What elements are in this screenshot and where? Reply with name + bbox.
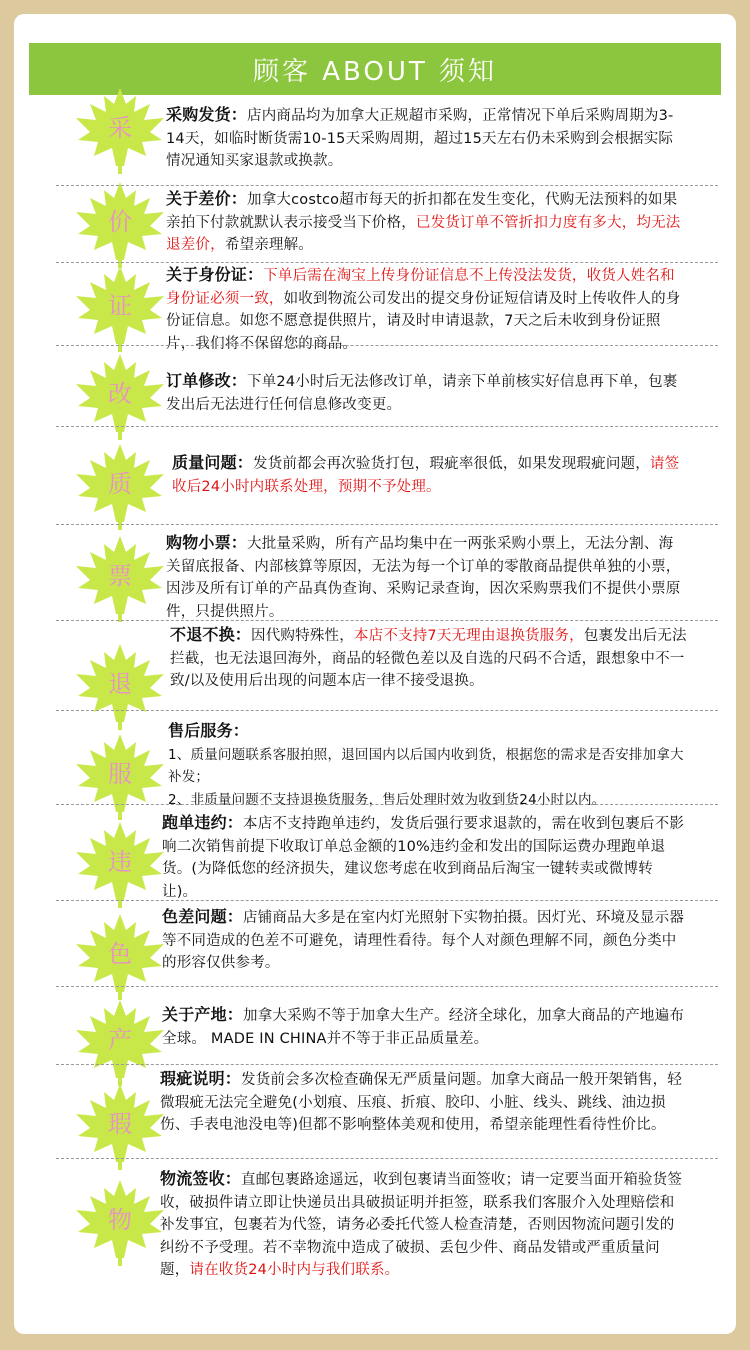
notice-item-text — [160, 1168, 688, 1282]
notice-body: 下单24小时后无法修改订单，请亲下单前核实好信息再下单，包裹发出后无法进行任何信息修改变更。 — [166, 374, 678, 413]
leaf-character: 质 — [108, 470, 132, 498]
leaf-character: 采 — [108, 114, 132, 142]
banner-title: 顾客 ABOUT 须知 — [29, 43, 721, 95]
notice-item-text — [166, 188, 686, 257]
leaf-character: 退 — [108, 670, 132, 698]
notice-item-text — [166, 264, 686, 355]
maple-leaf-icon — [70, 350, 170, 442]
notice-body: 1、质量问题联系客服拍照，退回国内以后国内收到货，根据您的需求是否安排加拿大补发； — [168, 746, 684, 785]
dashed-divider — [56, 804, 718, 805]
notice-item-text — [162, 906, 688, 975]
leaf-character: 违 — [108, 848, 132, 876]
notice-highlight: 下单后需在淘宝上传身份证信息不上传没法发货，收货人姓名和身份证必须一致， — [166, 268, 675, 307]
leaf-character: 证 — [108, 292, 132, 320]
dashed-divider — [56, 345, 718, 346]
maple-leaf-icon — [70, 532, 170, 624]
notice-item-text — [172, 452, 686, 498]
maple-leaf-icon — [70, 640, 170, 732]
maple-leaf-icon — [70, 84, 170, 176]
leaf-character: 服 — [108, 760, 132, 788]
notice-highlight: 请在收货24小时内与我们联系。 — [189, 1262, 400, 1278]
notice-body: 2、非质量问题不支持退换货服务，售后处理时效为收到货24小时以内。 — [168, 791, 606, 808]
dashed-divider — [56, 426, 718, 427]
notice-item-text — [166, 370, 686, 416]
maple-leaf-icon — [70, 910, 170, 1002]
notice-highlight: 已发货订单不管折扣力度有多大，均无法退差价， — [166, 214, 681, 253]
maple-leaf-icon — [70, 440, 170, 532]
notice-body: 如收到物流公司发出的提交身份证短信请及时上传收件人的身份证信息。如您不愿意提供照片，请及时申请退款，7天之后未收到身份证照片，我们将不保留您的商品。 — [166, 290, 681, 352]
maple-leaf-icon — [70, 996, 170, 1088]
leaf-character: 票 — [108, 562, 132, 590]
notice-item-title: 关于产地： — [162, 1005, 244, 1024]
notice-item-title: 关于身份证： — [166, 265, 264, 284]
notice-item-text — [166, 532, 686, 623]
notice-body: 希望亲理解。 — [224, 237, 314, 253]
notice-body: 本店不支持跑单违约，发货后强行要求退款的，需在收到包裹后不影响二次销售前提下收取订单总金额的10%违约金和发出的国际运费办理跑单退货。(为降低您的经济损失，建议您考虑在收到商品后淘宝一键转卖或微博转让)。 — [162, 816, 685, 900]
maple-leaf-icon — [70, 730, 170, 822]
maple-leaf-icon — [70, 262, 170, 354]
notice-body: 店铺商品大多是在室内灯光照射下实物拍摄。因灯光、环境及显示器等不同造成的色差不可避免，请理性看待。每个人对颜色理解不同，颜色分类中的形容仅供参考。 — [162, 910, 685, 971]
notice-item-title: 不退不换： — [170, 625, 252, 644]
notice-item-text — [166, 104, 686, 173]
dashed-divider — [56, 620, 718, 621]
notice-item-text — [168, 720, 688, 811]
notice-body: 包裹发出后无法拦截，也无法退回海外，商品的轻微色差以及自选的尺码不合适，跟想象中不一致/以及使用后出现的问题本店一律不接受退换。 — [170, 628, 687, 689]
notice-item-text — [160, 1068, 688, 1137]
notice-highlight: 请签收后24小时内联系处理，预期不予处理。 — [172, 456, 680, 495]
leaf-character: 价 — [108, 208, 132, 236]
notice-item-text — [162, 812, 688, 903]
notice-body: 加拿大采购不等于加拿大生产。经济全球化，加拿大商品的产地遍布全球。 MADE IN CHINA并不等于非正品质量差。 — [162, 1008, 685, 1047]
notice-item-title: 物流签收： — [160, 1169, 242, 1188]
notice-body: 发货前都会再次验货打包，瑕疵率很低，如果发现瑕疵问题， — [253, 456, 650, 472]
notice-item-title: 采购发货： — [166, 105, 248, 124]
notice-body: 店内商品均为加拿大正规超市采购，正常情况下单后采购周期为3-14天，如临时断货需10-15天采购周期，超过15天左右仍未采购到会根据实际情况通知买家退款或换款。 — [166, 108, 674, 169]
notice-item-title: 售后服务： — [168, 721, 250, 740]
dashed-divider — [56, 1158, 718, 1159]
notice-item-title: 质量问题： — [172, 453, 254, 472]
notice-item-title: 色差问题： — [162, 907, 244, 926]
notice-item-title: 购物小票： — [166, 533, 248, 552]
leaf-character: 色 — [108, 940, 132, 968]
notice-item-text — [162, 1004, 688, 1050]
leaf-character: 产 — [108, 1026, 132, 1054]
notice-item-title: 订单修改： — [166, 371, 248, 390]
notice-body: 加拿大costco超市每天的折扣都在发生变化，代购无法预料的如果亲拍下付款就默认表示接受当下价格， — [166, 192, 678, 231]
notice-highlight: 本店不支持7天无理由退换货服务， — [353, 628, 584, 644]
dashed-divider — [56, 524, 718, 525]
dashed-divider — [56, 986, 718, 987]
notice-body: 直邮包裹路途遥远，收到包裹请当面签收；请一定要当面开箱验货签收，破损件请立即让快递员出具破损证明并拒签，联系我们客服介入处理赔偿和补发事宜，包裹若为代签，请务必委托代签人检查清楚，否则因物流问题引发的纠纷不予受理。若不幸物流中造成了破损、丢包少件、商品发错或严重质量问题， — [160, 1172, 683, 1278]
dashed-divider — [56, 262, 718, 263]
leaf-character: 瑕 — [108, 1110, 132, 1138]
maple-leaf-icon — [70, 178, 170, 270]
dashed-divider — [56, 185, 718, 186]
notice-item-text — [170, 624, 688, 693]
notice-body: 发货前会多次检查确保无严质量问题。加拿大商品一般开架销售，轻微瑕疵无法完全避免(小划痕、压痕、折痕、胶印、小脏、线头、跳线、油边损伤、手表电池没电等)但都不影响整体美观和使用，希望亲能理性看待性价比。 — [160, 1072, 683, 1133]
maple-leaf-icon — [70, 818, 170, 910]
notice-item-title: 跑单违约： — [162, 813, 244, 832]
dashed-divider — [56, 710, 718, 711]
notice-body: 大批量采购，所有产品均集中在一两张采购小票上，无法分割、海关留底报备、内部核算等原因，无法为每一个订单的零散商品提供单独的小票，因涉及所有订单的产品真伪查询、采购记录查询，因次采购票我们不提供小票原件，只提供照片。 — [166, 536, 681, 620]
notice-item-title: 瑕疵说明： — [160, 1069, 242, 1088]
notice-item-title: 关于差价： — [166, 189, 248, 208]
dashed-divider — [56, 900, 718, 901]
notice-card — [14, 14, 736, 1334]
maple-leaf-icon — [70, 1176, 170, 1268]
notice-body: 因代购特殊性， — [251, 628, 354, 644]
leaf-character: 改 — [108, 380, 132, 408]
leaf-character: 物 — [108, 1206, 132, 1234]
dashed-divider — [56, 1064, 718, 1065]
